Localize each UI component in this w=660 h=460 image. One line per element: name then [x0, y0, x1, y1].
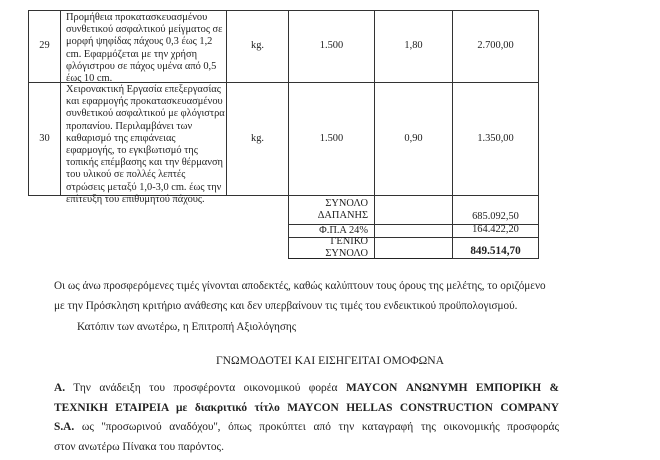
row-30-unit: kg.: [226, 82, 289, 196]
item-a-company-name-part2: ΤΕΧΝΙΚΗ ΕΤΑΙΡΕΙΑ με διακριτικό τίτλο MAYCON HELLAS CONSTRUCTION COMPANY: [54, 401, 559, 414]
row-30-total: 1.350,00: [452, 82, 539, 196]
summary-total-cost-value: 685.092,50: [452, 195, 539, 225]
decision-heading: ΓΝΩΜΟΔΟΤΕΙ ΚΑΙ ΕΙΣΗΓΕΙΤΑΙ ΟΜΟΦΩΝΑ: [215, 354, 444, 367]
summary-grand-total-label-line2: ΣΥΝΟΛΟ: [325, 248, 368, 259]
committee-paragraph: Κατόπιν των ανωτέρω, η Επιτροπή Αξιολόγησης: [77, 321, 297, 333]
summary-grand-total-empty: [374, 237, 453, 259]
item-a-company-name-part1: MAYCON ΑΝΩΝΥΜΗ ΕΜΠΟΡΙΚΗ &: [345, 382, 559, 394]
summary-vat-label: Φ.Π.Α 24%: [288, 224, 375, 238]
row-29-description: Προμήθεια προκατασκευασμένου συνθετικού ασφαλτικού μείγματος σε μορφή ψηφίδας πάχους 0,3 έως 1,2 cm. Εφαρμόζεται με την χρήση φλόγιστρου σε πάχος υμένα από 0,5 έως 10 cm.: [60, 10, 227, 83]
row-30-quantity: 1.500: [288, 82, 375, 196]
row-30-description: Χειρονακτική Εργασία επεξεργασίας και εφαρμογής προκατασκευασμένου συνθετικού ασφαλτικού με φλόγιστρα προπανίου. Περιλαμβάνει των καθαρισμό της επιφάνειας εφαρμογής, το εγκιβωτισμό της τοπικής επέμβασης και την θέρμανση του υλικού σε πολλές λεπτές στρώσεις μεταξύ 1,0-3,0 cm. έως την επίτευξη του επιθυμητού πάχους.: [60, 82, 227, 196]
row-30-no: 30: [28, 82, 61, 196]
acceptance-paragraph: [54, 276, 624, 316]
row-29-total: 2.700,00: [452, 10, 539, 83]
row-30-unit-price: 0,90: [374, 82, 453, 196]
summary-vat-empty: [374, 224, 453, 238]
summary-vat-value: 164.422,20: [452, 224, 539, 238]
acceptance-paragraph-line2: με την Πρόσκληση κριτήριο ανάθεσης και δεν υπερβαίνουν τις τιμές του ενδεικτικού προϋπολογισμού.: [54, 300, 518, 312]
summary-grand-total-label-line1: ΓΕΝΙΚΟ: [330, 235, 368, 247]
item-a-line3: [54, 418, 559, 438]
summary-grand-total-label: [288, 237, 375, 259]
row-29-quantity: 1.500: [288, 10, 375, 83]
summary-total-cost-label-line1: ΣΥΝΟΛΟ: [325, 197, 368, 209]
acceptance-paragraph-line1: Οι ως άνω προσφερόμενες τιμές γίνονται αποδεκτές, καθώς καλύπτουν τους όρους της μελέτης, το οριζόμενο: [54, 280, 546, 292]
summary-total-cost-empty: [374, 195, 453, 225]
row-29-no: 29: [28, 10, 61, 83]
item-a-line4: στον ανωτέρω Πίνακα του παρόντος.: [54, 440, 224, 453]
item-a-line3-text: ως ''προσωρινού αναδόχου'', όπως προκύπτει από την καταγραφή της οικονομικής προσφοράς: [81, 421, 559, 433]
summary-total-cost-label: [288, 195, 375, 225]
item-a-paragraph: [54, 379, 559, 457]
summary-total-cost-label-line2: ΔΑΠΑΝΗΣ: [317, 210, 368, 221]
item-a-line1: [54, 379, 559, 399]
item-a-company-suffix: S.A.: [54, 421, 75, 433]
row-29-unit-price: 1,80: [374, 10, 453, 83]
item-a-marker: Α.: [54, 382, 66, 394]
row-29-unit: kg.: [226, 10, 289, 83]
summary-grand-total-value: 849.514,70: [452, 237, 539, 259]
item-a-line1-text: Την ανάδειξη του προσφέροντα οικονομικού φορέα: [73, 382, 338, 394]
